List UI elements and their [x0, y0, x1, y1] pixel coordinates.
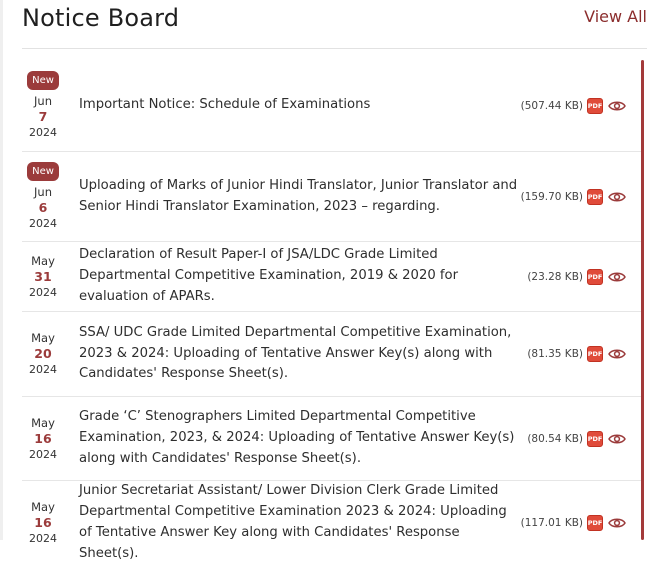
date-month: Jun [34, 93, 52, 108]
notice-date [22, 152, 64, 241]
notice-item[interactable] [22, 312, 643, 397]
date-year: 2024 [29, 363, 57, 376]
date-year: 2024 [29, 285, 57, 299]
date-year: 2024 [29, 216, 57, 230]
date-day: 6 [38, 199, 48, 215]
eye-icon[interactable] [607, 515, 627, 531]
pdf-icon[interactable]: PDF [587, 515, 603, 531]
date-year: 2024 [29, 447, 57, 461]
notice-date [22, 397, 64, 480]
notice-meta [527, 397, 627, 480]
date-month: May [31, 253, 55, 268]
eye-icon[interactable] [607, 269, 627, 285]
date-day: 16 [34, 515, 52, 530]
notice-title-link[interactable] [79, 481, 519, 565]
file-size: (159.70 KB) [520, 190, 583, 203]
date-day: 31 [34, 268, 52, 284]
notice-text[interactable]: Junior Secretariat Assistant/ Lower Division Clerk Grade Limited Departmental Competitive Examination 2023 & 2024: Uploading of Tentative Answer Key along with Candidates' Response Sheet(s). [79, 483, 507, 561]
file-size: (80.54 KB) [527, 432, 583, 445]
pdf-icon[interactable]: PDF [587, 269, 603, 285]
notice-text[interactable]: Grade ‘C’ Stenographers Limited Departmental Competitive Examination, 2023, & 2024: Uploading of Tentative Answer Key(s) along with Candidates' Response Sheet(s). [79, 409, 515, 466]
notice-text[interactable]: Declaration of Result Paper-I of JSA/LDC Grade Limited Departmental Competitive Examination, 2019 & 2020 for evaluation of APARs. [79, 247, 459, 304]
notice-item[interactable] [22, 397, 643, 481]
date-day: 20 [34, 346, 52, 361]
notice-meta [521, 60, 627, 151]
date-year: 2024 [29, 532, 57, 545]
notice-meta [527, 242, 627, 311]
notice-meta [521, 152, 627, 241]
notice-item[interactable] [22, 481, 643, 565]
date-month: May [31, 500, 55, 514]
notice-title-link[interactable] [79, 242, 519, 311]
scrollbar[interactable] [641, 60, 644, 540]
notice-title-link[interactable] [79, 60, 519, 151]
notice-title-link[interactable] [79, 312, 519, 396]
file-size: (81.35 KB) [527, 348, 583, 360]
page-title: Notice Board [22, 4, 180, 32]
notice-title-link[interactable] [79, 152, 519, 241]
notice-text[interactable]: Important Notice: Schedule of Examinations [79, 97, 371, 113]
notice-date [22, 312, 64, 396]
date-day: 7 [38, 108, 48, 124]
notice-title-link[interactable] [79, 397, 519, 480]
eye-icon[interactable] [607, 189, 627, 205]
notice-text[interactable]: Uploading of Marks of Junior Hindi Translator, Junior Translator and Senior Hindi Translator Examination, 2023 – regarding. [79, 177, 518, 214]
date-month: May [31, 331, 55, 345]
notice-date [22, 60, 64, 151]
eye-icon[interactable] [607, 346, 627, 362]
notice-text[interactable]: SSA/ UDC Grade Limited Departmental Competitive Examination, 2023 & 2024: Uploading of Tentative Answer Key(s) along with Candidates' Response Sheet(s). [79, 324, 512, 382]
eye-icon[interactable] [607, 98, 627, 114]
date-month: May [31, 415, 55, 430]
pdf-icon[interactable]: PDF [587, 98, 603, 114]
view-all-link[interactable]: View All [584, 7, 647, 26]
pdf-icon[interactable]: PDF [587, 189, 603, 205]
date-day: 16 [34, 430, 52, 446]
notice-item[interactable] [22, 60, 643, 152]
new-badge: New [27, 162, 59, 181]
pdf-icon[interactable]: PDF [587, 431, 603, 447]
notice-list [22, 60, 643, 561]
notice-date [22, 242, 64, 311]
left-divider [0, 0, 3, 540]
file-size: (117.01 KB) [520, 517, 583, 529]
notice-board-header [22, 2, 647, 49]
notice-item[interactable] [22, 152, 643, 242]
notice-item[interactable] [22, 242, 643, 312]
eye-icon[interactable] [607, 431, 627, 447]
pdf-icon[interactable]: PDF [587, 346, 603, 362]
notice-date [22, 481, 64, 565]
notice-meta [521, 481, 627, 565]
notice-meta [527, 312, 627, 396]
file-size: (23.28 KB) [527, 270, 583, 283]
new-badge: New [27, 71, 59, 90]
date-year: 2024 [29, 125, 57, 139]
file-size: (507.44 KB) [520, 99, 583, 112]
date-month: Jun [34, 184, 52, 199]
